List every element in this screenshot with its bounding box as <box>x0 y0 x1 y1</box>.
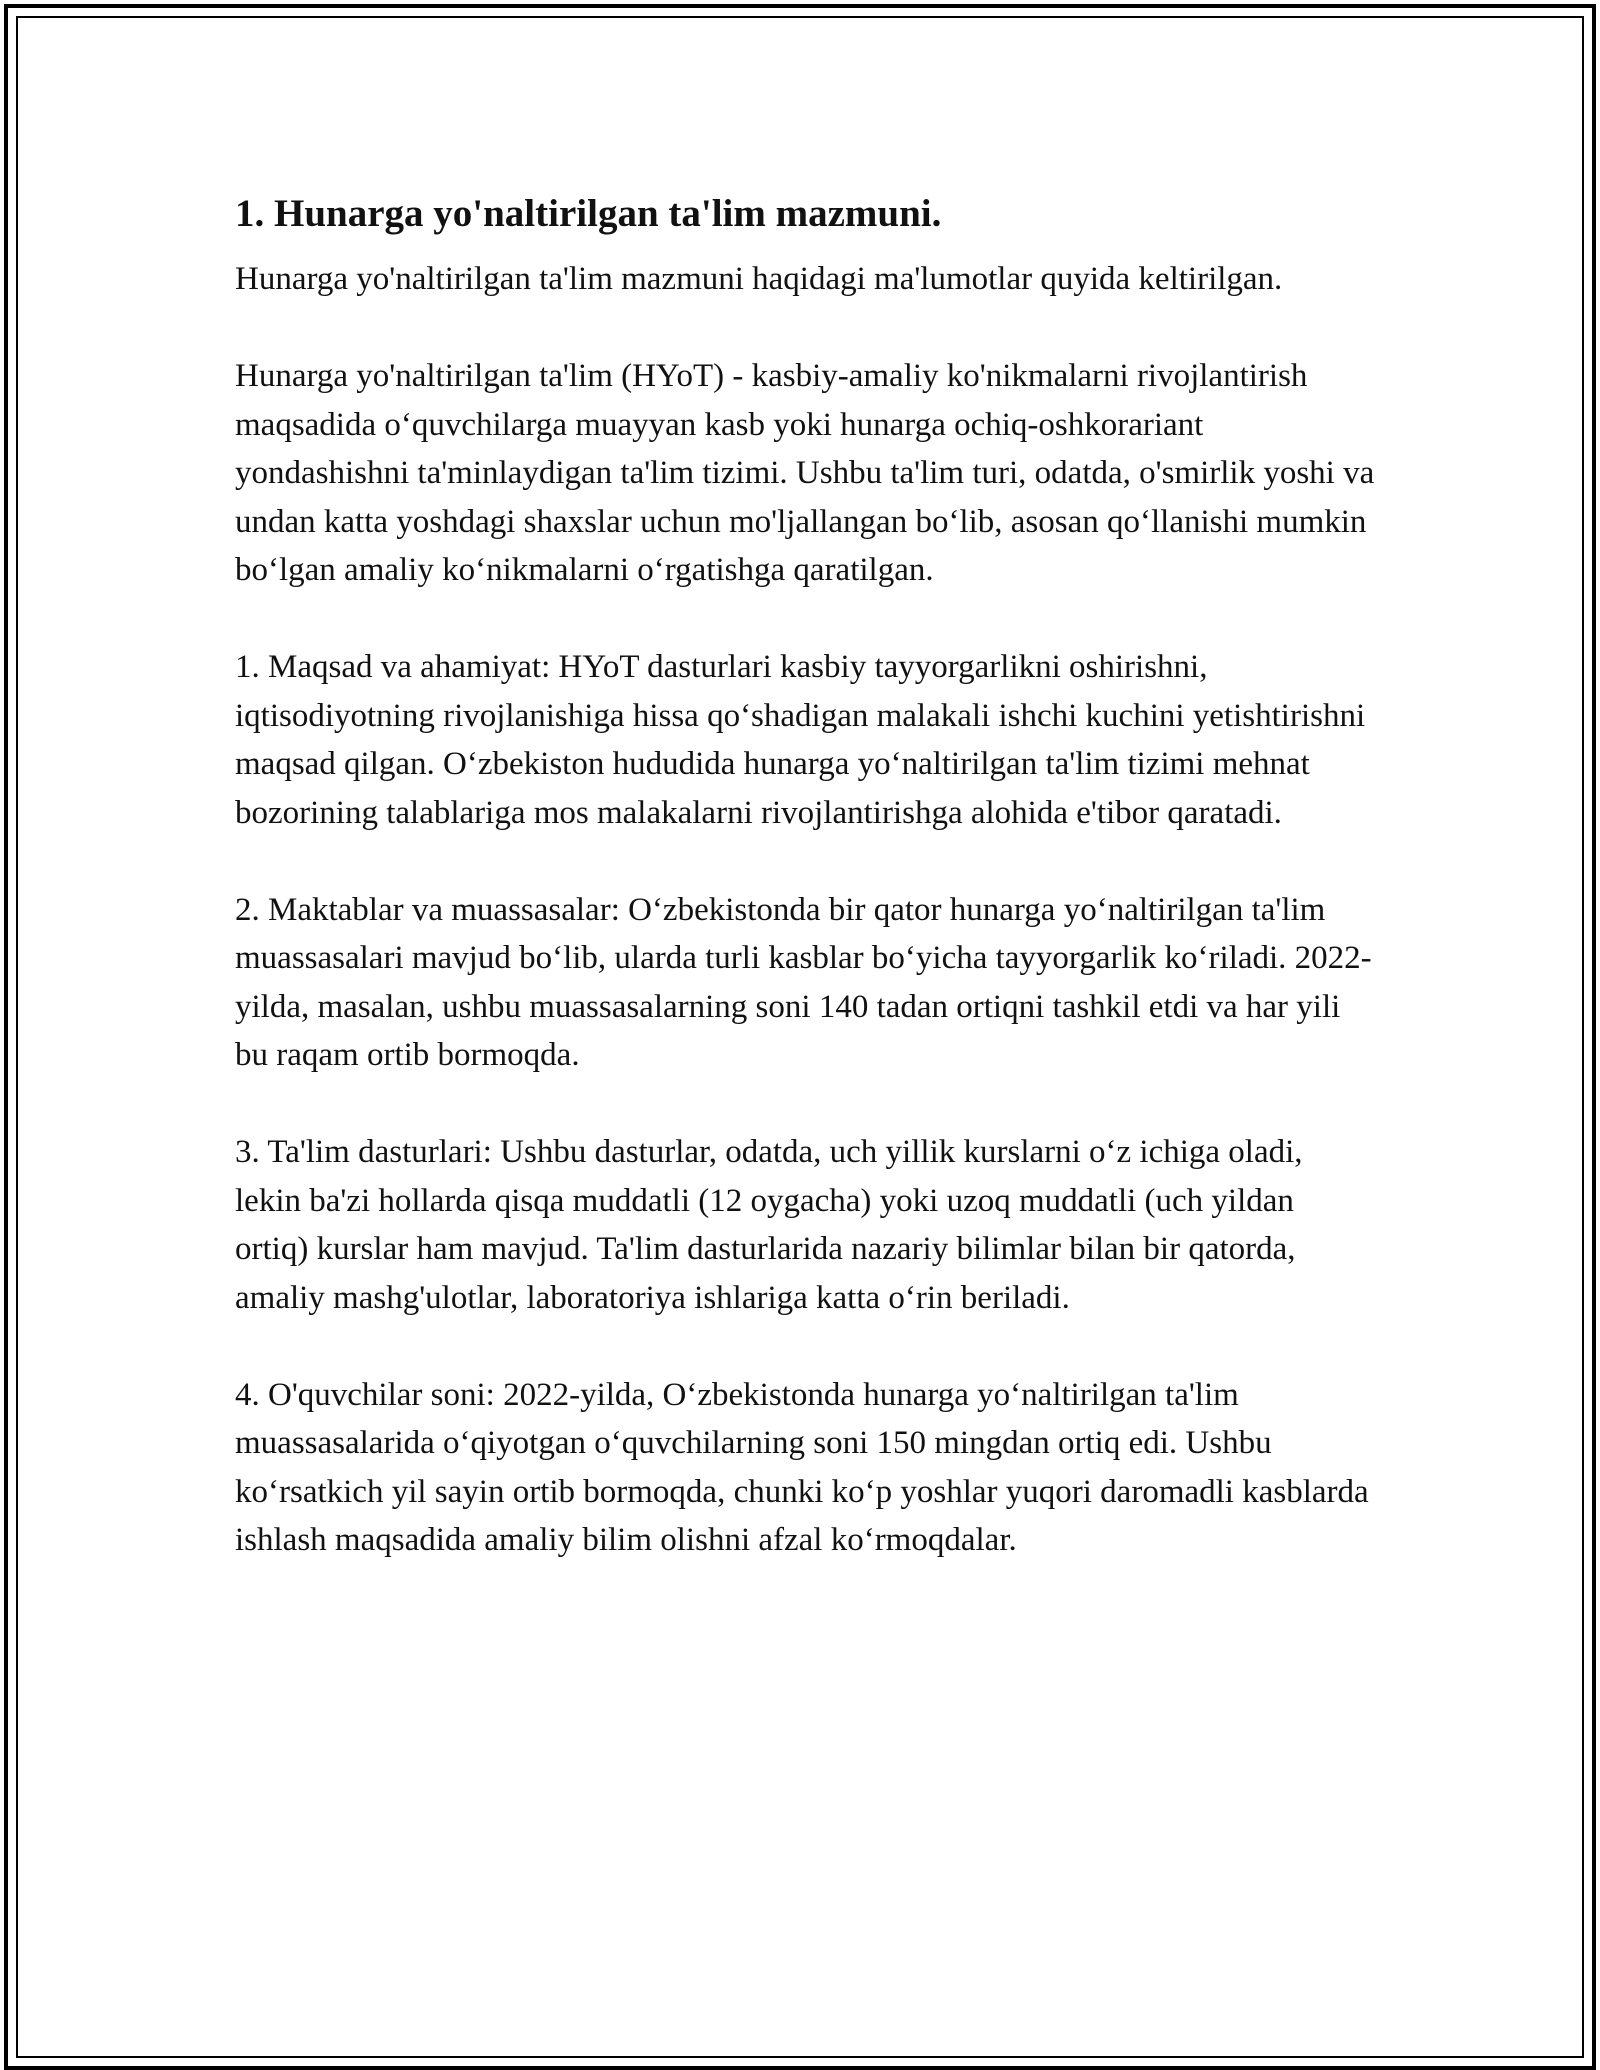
intro-paragraph: Hunarga yo'naltirilgan ta'lim mazmuni haqidagi ma'lumotlar quyida keltirilgan. <box>235 261 1283 297</box>
document-title: 1. Hunarga yo'naltirilgan ta'lim mazmuni. <box>235 192 942 235</box>
section-goal-paragraph: 1. Maqsad va ahamiyat: HYoT dasturlari kasbiy tayyorgarlikni oshirishni, iqtisodiyotning rivojlanishiga hissa qoʻshadigan malakali ishchi kuchini yetishtirishni maqsad qilgan. Oʻzbekiston hududida hunarga yoʻnaltirilgan ta'lim tizimi mehnat bozorining talablariga mos malakalarni rivojlantirishga alohida e'tibor qaratadi. <box>235 649 1366 831</box>
section-students-paragraph: 4. O'quvchilar soni: 2022-yilda, Oʻzbekistonda hunarga yoʻnaltirilgan ta'lim muassasalarida oʻqiyotgan oʻquvchilarning soni 150 mingdan ortiq edi. Ushbu koʻrsatkich yil sayin ortib bormoqda, chunki koʻp yoshlar yuqori daromadli kasblarda ishlash maqsadida amaliy bilim olishni afzal koʻrmoqdalar. <box>235 1376 1369 1558</box>
section-schools-paragraph: 2. Maktablar va muassasalar: Oʻzbekistonda bir qator hunarga yoʻnaltirilgan ta'lim muassasalari mavjud boʻlib, ularda turli kasblar boʻyicha tayyorgarlik koʻriladi. 2022-yilda, masalan, ushbu muassasalarning soni 140 tadan ortiqni tashkil etdi va har yili bu raqam ortib bormoqda. <box>235 891 1372 1073</box>
document-body <box>235 185 1375 1613</box>
section-programs-paragraph: 3. Ta'lim dasturlari: Ushbu dasturlar, odatda, uch yillik kurslarni oʻz ichiga oladi, lekin ba'zi hollarda qisqa muddatli (12 oygacha) yoki uzoq muddatli (uch yildan ortiq) kurslar ham mavjud. Ta'lim dasturlarida nazariy bilimlar bilan bir qatorda, amaliy mashg'ulotlar, laboratoriya ishlariga katta oʻrin beriladi. <box>235 1134 1303 1316</box>
definition-paragraph: Hunarga yo'naltirilgan ta'lim (HYoT) - kasbiy-amaliy ko'nikmalarni rivojlantirish maqsadida oʻquvchilarga muayyan kasb yoki hunarga ochiq-oshkorariant yondashishni ta'minlaydigan ta'lim tizimi. Ushbu ta'lim turi, odatda, o'smirlik yoshi va undan katta yoshdagi shaxslar uchun mo'ljallangan boʻlib, asosan qoʻllanishi mumkin boʻlgan amaliy koʻnikmalarni oʻrgatishga qaratilgan. <box>235 358 1375 588</box>
